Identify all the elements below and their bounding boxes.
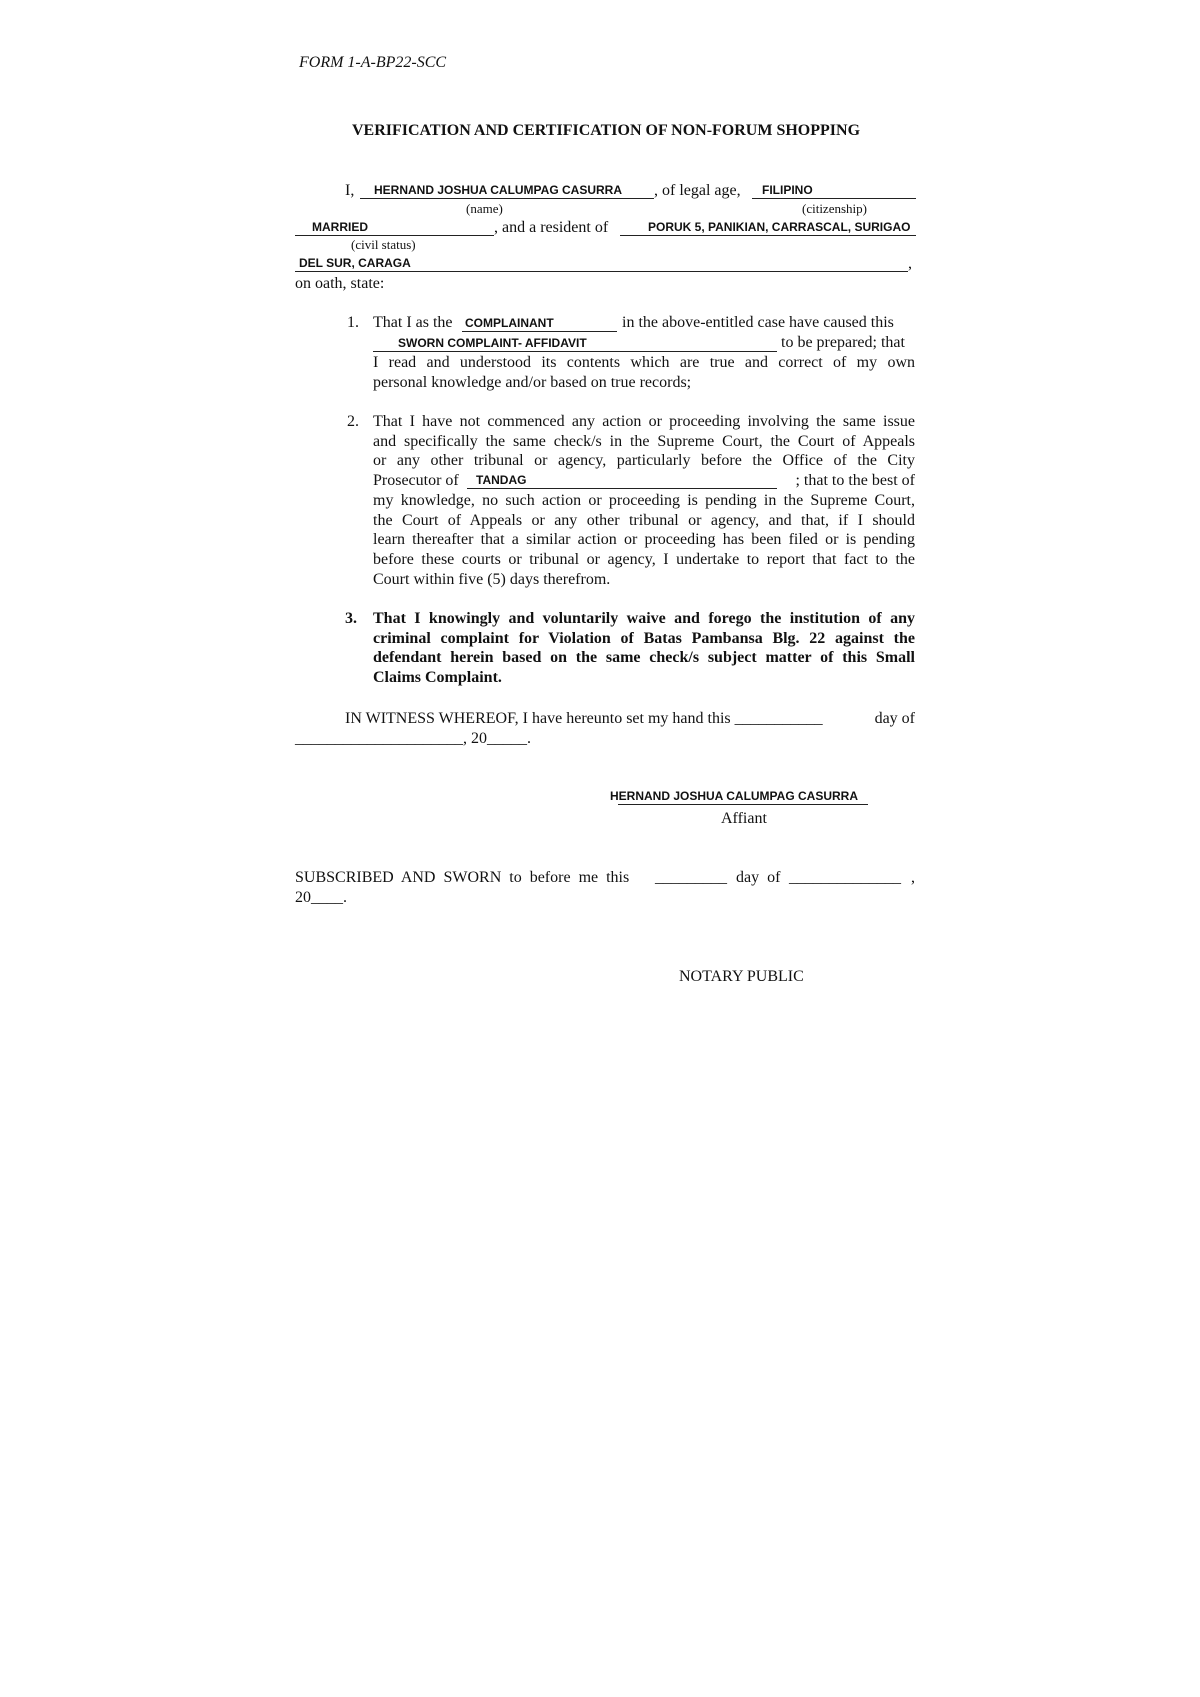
name-value: HERNAND JOSHUA CALUMPAG CASURRA <box>374 183 623 197</box>
role-value: COMPLAINANT <box>465 316 554 330</box>
civil-status-value: MARRIED <box>312 220 368 234</box>
witness-text-b: day of <box>874 710 915 727</box>
item2-line4a: Prosecutor of <box>373 472 459 490</box>
subscribed-text-d: 20 <box>295 889 311 906</box>
item2-line8: before these courts or tribunal or agency, I undertake to report that fact to the <box>373 550 915 568</box>
name-hint: (name) <box>466 201 503 216</box>
subscribed-text-b: day of <box>736 869 781 886</box>
item3-line3: defendant herein based on the same check/s subject matter of this Small <box>373 649 915 667</box>
citizenship-field[interactable] <box>752 180 916 199</box>
item1-text-e: personal knowledge and/or based on true records; <box>373 373 692 391</box>
item2-line2: and specifically the same check/s in the Supreme Court, the Court of Appeals <box>373 432 915 450</box>
subscribed-text-c: , <box>911 869 915 886</box>
affiant-signature-line[interactable] <box>610 786 868 805</box>
citizenship-hint: (citizenship) <box>802 201 867 216</box>
document-type-field[interactable] <box>373 333 777 352</box>
item2-line4b: ; that to the best of <box>795 472 915 490</box>
item2-line1: That I have not commenced any action or proceeding involving the same issue <box>373 413 915 430</box>
subscribed-line1 <box>295 868 915 888</box>
witness-line1 <box>345 709 915 729</box>
address-value-1: PORUK 5, PANIKIAN, CARRASCAL, SURIGAO <box>648 220 911 234</box>
name-field[interactable] <box>360 180 654 199</box>
intro-legal-age: , of legal age, <box>654 182 741 199</box>
prosecutor-city-value: TANDAG <box>476 473 527 488</box>
affiant-label: Affiant <box>721 810 767 827</box>
item1-number: 1. <box>347 314 359 331</box>
document-title: VERIFICATION AND CERTIFICATION OF NON-FORUM SHOPPING <box>351 122 861 139</box>
item3-line2: criminal complaint for Violation of Batas Pambansa Blg. 22 against the <box>373 629 915 647</box>
witness-text-c: , 20 <box>463 730 487 747</box>
item1-text-b: in the above-entitled case have caused this <box>622 314 894 331</box>
witness-line2 <box>295 729 531 749</box>
citizenship-value: FILIPINO <box>762 183 813 197</box>
item1-paragraph <box>373 313 915 392</box>
item1-text-d: I read and understood its contents which are true and correct of my own <box>373 354 915 371</box>
notary-public-label: NOTARY PUBLIC <box>679 968 804 985</box>
item2-paragraph <box>373 412 915 589</box>
intro-resident: , and a resident of <box>494 219 609 236</box>
subscribed-line2 <box>295 888 347 908</box>
subscribed-text-a: SUBSCRIBED AND SWORN to before me this <box>295 869 630 886</box>
item2-line9: Court within five (5) days therefrom. <box>373 570 611 588</box>
witness-year-blank[interactable]: _____ <box>487 730 527 747</box>
item2-line7: learn thereafter that a similar action or proceeding has been filed or is pending <box>373 531 915 549</box>
witness-text-d: . <box>527 730 531 747</box>
item3-number: 3. <box>345 610 357 627</box>
item2-number: 2. <box>347 413 359 430</box>
subscribed-month-blank[interactable]: ______________ <box>789 869 901 886</box>
civil-status-hint: (civil status) <box>351 237 416 252</box>
address-value-2: DEL SUR, CARAGA <box>299 256 411 270</box>
item1-text-c: to be prepared; that <box>781 334 905 351</box>
affiant-name: HERNAND JOSHUA CALUMPAG CASURRA <box>610 789 859 803</box>
address-field-2[interactable] <box>295 253 908 272</box>
intro-i: I, <box>345 182 355 199</box>
item2-line3: or any other tribunal or agency, particularly before the Office of the City <box>373 452 915 470</box>
address-field-1[interactable] <box>620 217 916 236</box>
witness-text-a: IN WITNESS WHEREOF, I have hereunto set my hand this <box>345 710 731 727</box>
item1-text-a: That I as the <box>373 314 453 331</box>
item3-paragraph <box>373 609 915 688</box>
document-type-value: SWORN COMPLAINT- AFFIDAVIT <box>398 336 587 350</box>
item3-line4: Claims Complaint. <box>373 669 502 687</box>
item2-line5: my knowledge, no such action or proceeding is pending in the Supreme Court, <box>373 491 915 509</box>
item3-line1: That I knowingly and voluntarily waive and forego the institution of any <box>373 610 915 627</box>
on-oath: on oath, state: <box>295 275 385 292</box>
subscribed-day-blank[interactable]: _________ <box>655 869 727 886</box>
prosecutor-city-field[interactable] <box>467 470 777 489</box>
subscribed-text-e: . <box>343 889 347 906</box>
witness-day-blank[interactable]: ___________ <box>734 710 823 727</box>
civil-status-field[interactable] <box>295 217 494 236</box>
address-comma: , <box>908 255 912 272</box>
subscribed-year-blank[interactable]: ____ <box>311 889 343 906</box>
form-code: FORM 1-A-BP22-SCC <box>299 54 447 71</box>
role-field[interactable] <box>462 313 617 332</box>
item2-line6: the Court of Appeals or any other tribunal or agency, and that, if I should <box>373 511 915 529</box>
witness-month-blank[interactable]: _____________________ <box>295 730 463 747</box>
